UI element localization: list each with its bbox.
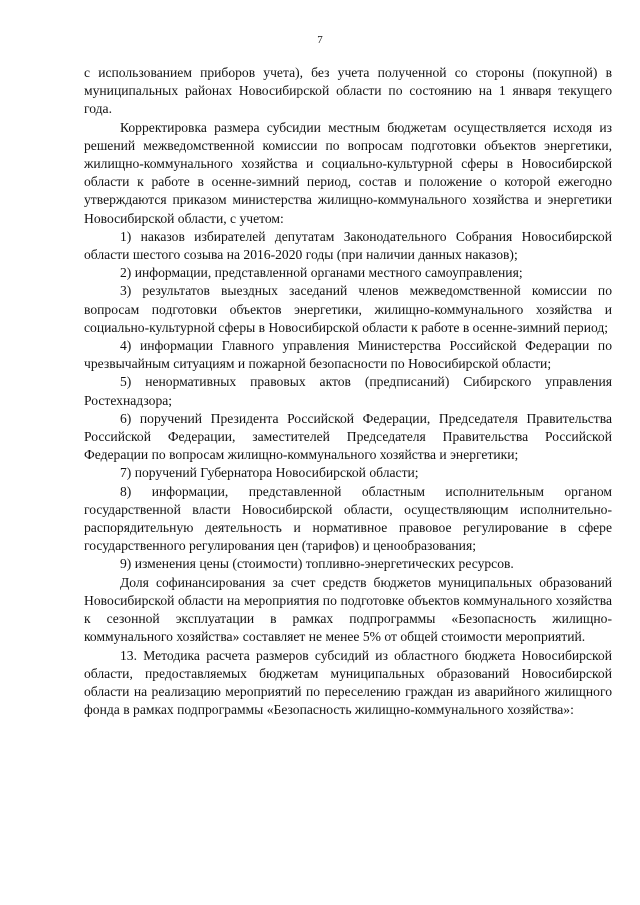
- paragraph-subsidy-correction: Корректировка размера субсидии местным бюджетам осуществляется исходя из решений межведомственной комиссии по вопросам подготовки объектов энергетики, жилищно-коммунального хозяйства и социально-культурной сферы в Новосибирской области к работе в осенне-зимний период, состав и положение о которой ежегодно утверждаются приказом министерства жилищно-коммунального хозяйства и энергетики Новосибирской области, с учетом:: [84, 119, 612, 226]
- list-item-5: 5) ненормативных правовых актов (предписаний) Сибирского управления Ростехнадзора;: [84, 374, 612, 408]
- list-item-1: 1) наказов избирателей депутатам Законодательного Собрания Новосибирской области шестого созыва на 2016-2020 годы (при наличии данных наказов);: [84, 228, 612, 263]
- list-item-2: 2) информации, представленной органами местного самоуправления;: [120, 265, 523, 281]
- list-item-3: 3) результатов выездных заседаний членов межведомственной комиссии по вопросам подготовки объектов энергетики, жилищно-коммунального хозяйства и социально-культурной сферы в Новосибирской области к работе в осенне-зимний период;: [84, 283, 612, 335]
- paragraph-section-13: 13. Методика расчета размеров субсидий из областного бюджета Новосибирской области, предоставляемых бюджетам муниципальных образований Новосибирской области на реализацию мероприятий по переселению граждан из аварийного жилищного фонда в рамках подпрограммы «Безопасность жилищно-коммунального хозяйства»:: [84, 647, 612, 718]
- list-item-8: 8) информации, представленной областным исполнительным органом государственной власти Новосибирской области, осуществляющим исполнительно-распорядительную деятельность и нормативное правовое регулирование в сфере государственного регулирования цен (тарифов) и ценообразования;: [84, 483, 612, 554]
- list-item-6: 6) поручений Президента Российской Федерации, Председателя Правительства Российской Федерации, заместителей Председателя Правительства Российской Федерации по вопросам жилищно-коммунального хозяйства и энергетики;: [84, 410, 612, 463]
- list-item-7: 7) поручений Губернатора Новосибирской области;: [120, 465, 419, 481]
- list-item-9: 9) изменения цены (стоимости) топливно-энергетических ресурсов.: [120, 556, 514, 572]
- paragraph-continuation: с использованием приборов учета), без учета полученной со стороны (покупной) в муниципальных районах Новосибирской области по состоянию на 1 января текущего года.: [84, 65, 612, 117]
- paragraph-cofinancing-share: Доля софинансирования за счет средств бюджетов муниципальных образований Новосибирской области на мероприятия по подготовке объектов коммунального хозяйства к сезонной эксплуатации в рамках подпрограммы «Безопасность жилищно-коммунального хозяйства» составляет не менее 5% от общей стоимости мероприятий.: [84, 574, 612, 645]
- list-item-4: 4) информации Главного управления Министерства Российской Федерации по чрезвычайным ситуациям и пожарной безопасности по Новосибирской области;: [84, 338, 612, 372]
- page-number: 7: [317, 34, 323, 46]
- body-text: [84, 64, 612, 719]
